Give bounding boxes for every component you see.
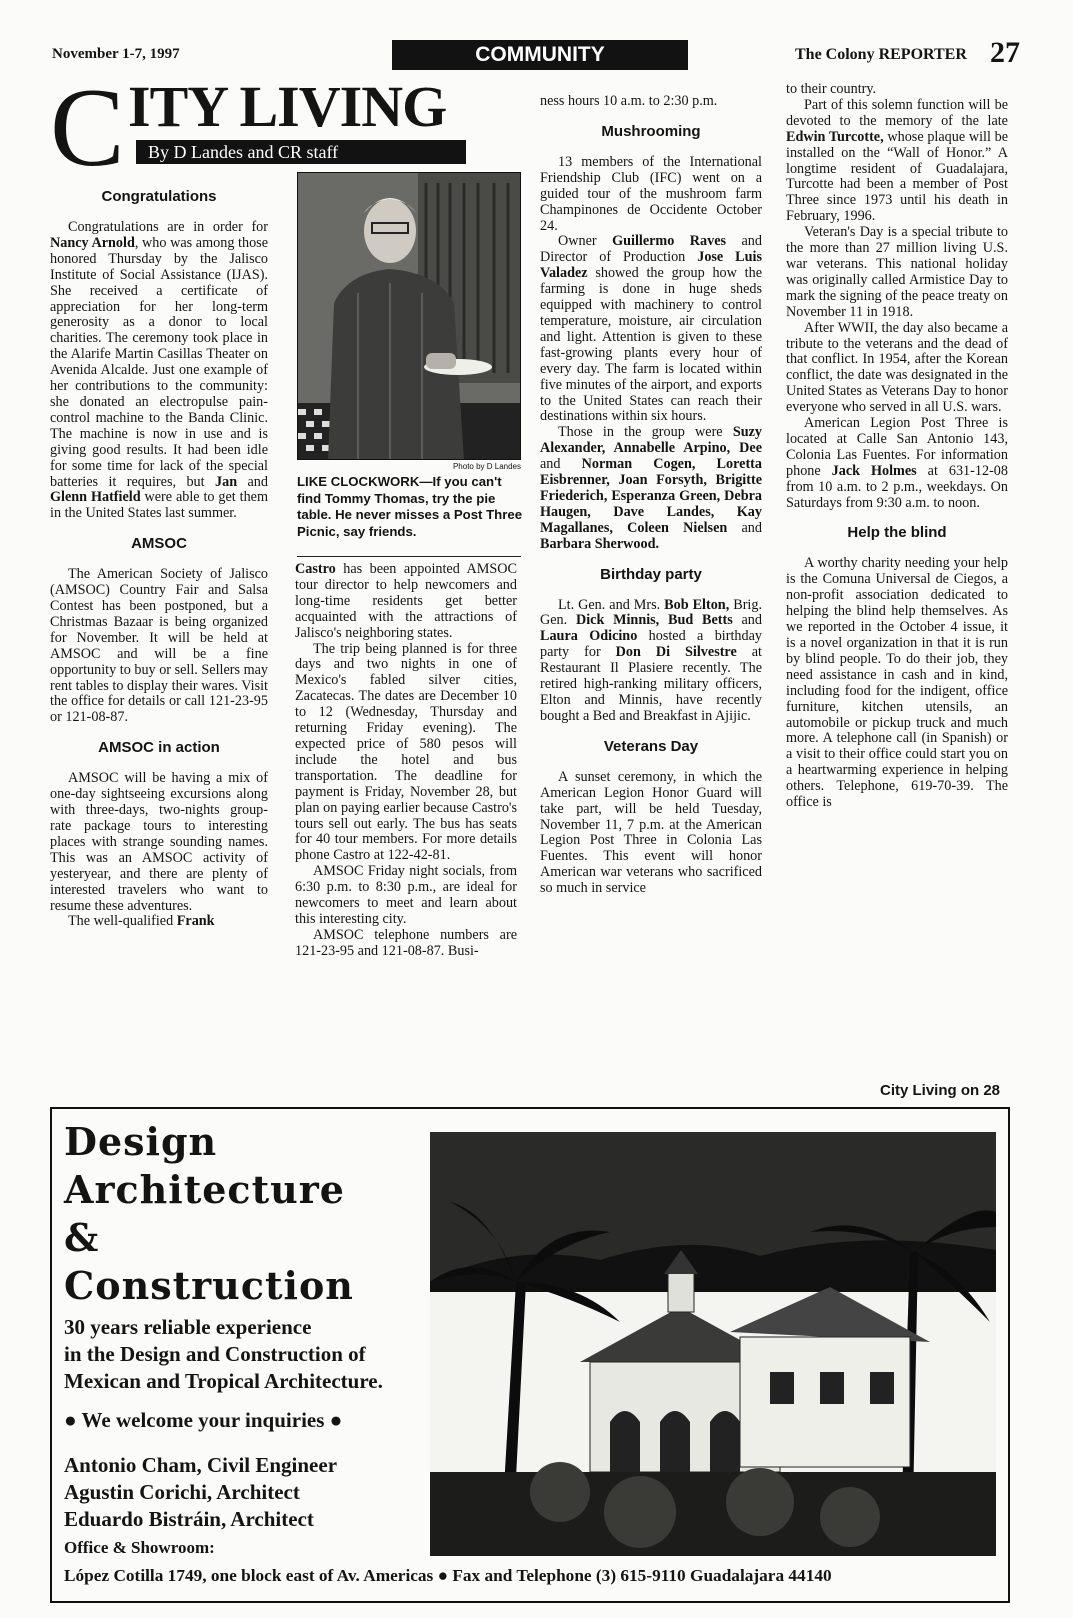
ad-headline-line: Construction	[64, 1263, 354, 1308]
ad-office-label: Office & Showroom:	[64, 1538, 215, 1557]
article-paragraph: to their country.	[786, 81, 877, 97]
column-1	[50, 188, 268, 930]
subhead-birthday-party: Birthday party	[600, 565, 702, 583]
article-paragraph: Those in the group were Suzy Alexander, Annabelle Arpino, Dee and Norman Cogen, Loretta Eisbrenner, Joan Forsyth, Brigitte Friederich, Esperanza Green, Debra Haugen, Dave Landes, Kay Magallanes, Coleen Nielsen and Barbara Sherwood.	[540, 424, 762, 552]
ad-headline-line: Architecture	[64, 1167, 345, 1212]
ad-headline	[64, 1118, 354, 1310]
photo-credit: Photo by D Landes	[452, 462, 521, 471]
column-4	[786, 82, 1008, 811]
subhead-mushrooming: Mushrooming	[601, 122, 701, 140]
ad-villa-illustration	[430, 1132, 996, 1556]
ad-staff-member: Antonio Cham, Civil Engineer	[64, 1453, 338, 1477]
ad-headline-line: Design	[64, 1119, 218, 1164]
section-banner: COMMUNITY	[392, 40, 688, 70]
article-paragraph: AMSOC will be having a mix of one-day sightseeing excursions along with three-days, two-nights group-rate package tours to interesting places with strange sounding names. This was an AMSOC activity of yesteryear, and there are plenty of interested travelers who want to resume these adventures.	[50, 770, 268, 914]
ad-headline-line: &	[64, 1215, 100, 1260]
ad-welcome: ● We welcome your inquiries ●	[64, 1408, 343, 1432]
ad-address-line: López Cotilla 1749, one block east of Av. Americas ● Fax and Telephone (3) 615-9110 Guadalajara 44140	[64, 1566, 832, 1585]
photo-caption: LIKE CLOCKWORK—If you can't find Tommy Thomas, try the pie table. He never misses a Post Three Picnic, say friends.	[297, 474, 523, 539]
article-paragraph: Lt. Gen. and Mrs. Bob Elton, Brig. Gen. Dick Minnis, Bud Betts and Laura Odicino hosted a birthday party for Don Di Silvestre at Restaurant Il Plasiere recently. The retired high-ranking military officers, Elton and Minnis, have recently bought a Bed and Breakfast in Ajijic.	[540, 596, 762, 724]
article-paragraph: The trip being planned is for three days and two nights in one of Mexico's fabled silver cities, Zacatecas. The dates are December 10 to 12 (Wednesday, Thursday and returning Friday evening). The expected price of 580 pesos will include the hotel and bus transportation. The deadline for payment is Friday, November 28, but plan on paying earlier because Castro's tours sell out early. The bus has seats for 40 tour members. For more details phone Castro at 122-42-81.	[295, 640, 517, 864]
ad-staff-member: Agustin Corichi, Architect	[64, 1480, 300, 1504]
masthead-initial: C	[50, 66, 125, 190]
ad-staff-list	[64, 1452, 337, 1533]
article-paragraph: Veteran's Day is a special tribute to the more than 27 million living U.S. war veterans. This national holiday was originally called Armistice Day to mark the signing of the peace treaty on November 11 in 1918.	[786, 224, 1008, 320]
column-3	[540, 94, 762, 897]
continued-jump-line: City Living on 28	[880, 1082, 1001, 1099]
article-paragraph: After WWII, the day also became a tribute to the veterans and the dead of that conflict. In 1954, after the Korean conflict, the date was designated in the United States as Veterans Day to honor everyone who served in all U.S. wars.	[786, 319, 1008, 416]
article-paragraph: Congratulations are in order for Nancy Arnold, who was among those honored Thursday by the Jalisco Institute of Social Assistance (IJAS). She received a certificate of appreciation for her long-term generosity as a donor to local charities. The ceremony took place in the Alarife Martin Casillas Theater on Avenida Alcalde. Just one example of her contributions to the community: she donated an electropulse pain-control machine to the Banda Clinic. The machine is now in use and is giving good results. It had been idle for some time for lack of the special batteries it requires, but Jan and Glenn Hatfield were able to get them in the United States last summer.	[50, 219, 268, 522]
ad-tagline-line: Mexican and Tropical Architecture.	[64, 1369, 383, 1393]
subhead-veterans-day: Veterans Day	[603, 737, 699, 755]
article-paragraph: A sunset ceremony, in which the American Legion Honor Guard will take part, will be held Tuesday, November 11, 7 p.m. at the American Legion Post Three in Colonia Las Fuentes. This event will honor American war veterans who sacrificed so much in service	[540, 768, 762, 897]
article-paragraph: Castro has been appointed AMSOC tour director to help newcomers and long-time residents get better acquainted with the attractions of Jalisco's neighboring states.	[295, 561, 517, 641]
article-paragraph: AMSOC Friday night socials, from 6:30 p.m. to 8:30 p.m., are ideal for newcomers to meet and learn about this interesting city.	[295, 863, 517, 927]
column-2	[295, 562, 517, 960]
ad-tagline-line: 30 years reliable experience	[64, 1315, 312, 1339]
article-paragraph: 13 members of the International Friendship Club (IFC) went on a guided tour of the mushroom farm Champinones de Occidente October 24.	[540, 153, 762, 234]
article-paragraph: A worthy charity needing your help is the Comuna Universal de Ciegos, a non-profit association dedicated to helping the blind help themselves. As we reported in the October 4 issue, it is a novel organization in that it is run by blind people. To do their job, they need assistance in cash and in kind, including food for the indigent, office furniture, kitchen utensils, an automobile or pickup truck and much more. A telephone call (in Spanish) or a visit to their office could start you on a heartwarming experience in helping others. Telephone, 619-70-39. The office is	[786, 555, 1008, 811]
paper-name: The Colony REPORTER	[795, 46, 967, 63]
villa-image	[430, 1132, 996, 1556]
article-paragraph: AMSOC telephone numbers are 121-23-95 and 121-08-87. Busi-	[295, 926, 517, 959]
subhead-amsoc: AMSOC	[131, 535, 187, 553]
ad-tagline-line: in the Design and Construction of	[64, 1342, 366, 1366]
byline: By D Landes and CR staff	[136, 140, 466, 164]
ad-staff-member: Eduardo Bistráin, Architect	[64, 1507, 314, 1531]
article-paragraph: The American Society of Jalisco (AMSOC) Country Fair and Salsa Contest has been postponed, but a Christmas Bazaar is being organized for November. It will be held at AMSOC and will be a fine opportunity to buy or sell. Sellers may rent tables to display their wares. Visit the office for details or call 121-23-95 or 121-08-87.	[50, 566, 268, 726]
article-paragraph: American Legion Post Three is located at Calle San Antonio 143, Colonia Las Fuentes. For information phone Jack Holmes at 631-12-08 from 10 a.m. to 2 p.m., weekdays. On Saturdays from 9:30 a.m. to noon.	[786, 415, 1008, 511]
article-paragraph: Part of this solemn function will be devoted to the memory of the late Edwin Turcotte, whose plaque will be installed on the “Wall of Honor.” A longtime resident of Guadalajara, Turcotte had been a member of Post Three since 1973 until his death in February, 1996.	[786, 96, 1008, 225]
ad-tagline	[64, 1314, 383, 1395]
photo-image	[298, 173, 521, 460]
subhead-amsoc-in-action: AMSOC in action	[98, 739, 220, 757]
caption-rule	[297, 556, 521, 557]
article-paragraph: The well-qualified Frank	[68, 913, 215, 930]
article-paragraph: Owner Guillermo Raves and Director of Production Jose Luis Valadez showed the group how the farming is done in huge sheds equipped with machinery to control temperature, moisture, air circulation and light. Attention is given to these fast-growing plants every hour of every day. The farm is located within five minutes of the airport, and exports to the United States can reach their destinations within six hours.	[540, 233, 762, 425]
photo-tommy-thomas	[297, 172, 521, 460]
page-number: 27	[990, 36, 1020, 69]
subhead-help-the-blind: Help the blind	[847, 524, 947, 542]
issue-date: November 1-7, 1997	[52, 46, 180, 62]
article-paragraph: ness hours 10 a.m. to 2:30 p.m.	[540, 93, 718, 109]
masthead-title: ITY LIVING	[128, 74, 447, 139]
subhead-congratulations: Congratulations	[101, 188, 217, 205]
